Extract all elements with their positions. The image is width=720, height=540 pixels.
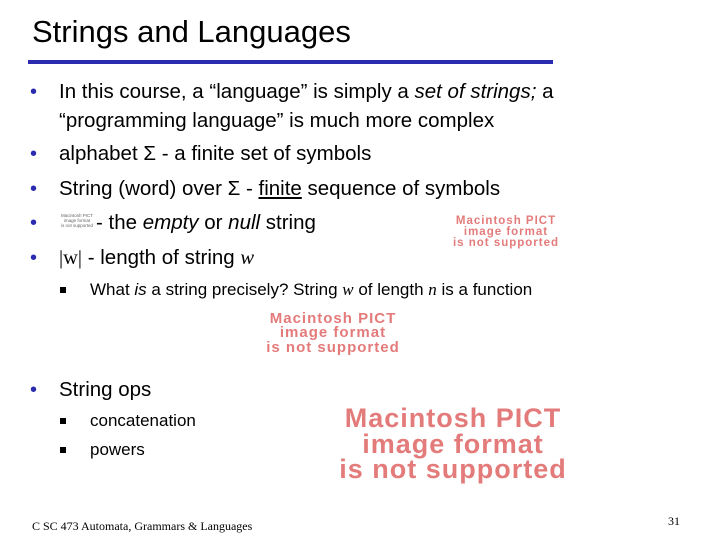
bullet-marker: • xyxy=(30,178,38,200)
bullet-empty-string xyxy=(96,211,316,235)
bullet-string-definition xyxy=(59,177,500,201)
bullet-marker: • xyxy=(30,81,38,103)
text: of length xyxy=(353,280,429,299)
text: - length of string xyxy=(82,246,241,269)
pict-text: Macintosh PICT xyxy=(269,310,397,327)
epsilon-symbol-image xyxy=(60,213,94,228)
italic-text: is xyxy=(134,280,147,299)
italic-text: null xyxy=(228,211,261,234)
pict-text: is not supported xyxy=(60,223,94,228)
footer-course-name: C SC 473 Automata, Grammars & Languages xyxy=(32,519,253,533)
bullet-length xyxy=(59,246,254,270)
pict-text: Macintosh PICT xyxy=(60,213,93,218)
pict-placeholder-image xyxy=(198,312,468,355)
underlined-text: finite xyxy=(258,177,302,200)
math-variable: n xyxy=(428,280,437,299)
text: sequence of symbols xyxy=(301,177,501,200)
math-symbol: |w| xyxy=(59,247,83,269)
bullet-marker: • xyxy=(30,212,38,234)
page-number: 31 xyxy=(668,514,680,528)
text: a string precisely? String xyxy=(146,280,343,299)
bullet-marker: • xyxy=(30,379,38,401)
pict-text: is not supported xyxy=(266,338,400,356)
pict-text: is not supported xyxy=(452,236,560,249)
sub-bullet-string-function xyxy=(90,279,532,301)
pict-text: is not supported xyxy=(339,454,567,485)
bullet-string-ops: String ops xyxy=(59,378,152,401)
text: or xyxy=(198,211,229,234)
pict-text: Macintosh PICT xyxy=(344,403,562,433)
text: a xyxy=(536,80,554,103)
bullet-marker: • xyxy=(30,143,38,165)
pict-text: image format xyxy=(362,428,544,459)
bullet-continuation: “programming language” is much more complex xyxy=(59,109,495,132)
text: is a function xyxy=(436,280,533,299)
math-variable: w xyxy=(342,280,354,299)
sub-bullet-marker xyxy=(60,418,66,424)
bullet-alphabet: alphabet Σ - a finite set of symbols xyxy=(59,142,372,165)
pict-text: Macintosh PICT xyxy=(455,215,557,227)
bullet-language-definition xyxy=(59,80,554,104)
pict-text: image format xyxy=(463,225,549,238)
math-variable: w xyxy=(240,247,255,269)
slide-title: Strings and Languages xyxy=(32,14,351,49)
text: string xyxy=(260,211,316,234)
text: - the xyxy=(96,211,143,234)
bullet-marker: • xyxy=(30,247,38,269)
title-underline xyxy=(28,60,553,64)
sub-bullet-marker xyxy=(60,447,66,453)
text: What xyxy=(90,280,135,299)
pict-placeholder-image xyxy=(228,403,678,485)
pict-text: image format xyxy=(279,324,387,342)
italic-text: set of strings; xyxy=(414,80,537,103)
pict-placeholder-image xyxy=(401,216,611,249)
text: String (word) over Σ - xyxy=(59,177,259,200)
sub-bullet-marker xyxy=(60,287,66,293)
op-concatenation: concatenation xyxy=(90,411,196,430)
pict-text: image format xyxy=(63,218,91,223)
italic-text: empty xyxy=(142,211,199,234)
text: In this course, a “language” is simply a xyxy=(59,80,415,103)
op-powers: powers xyxy=(90,440,145,459)
